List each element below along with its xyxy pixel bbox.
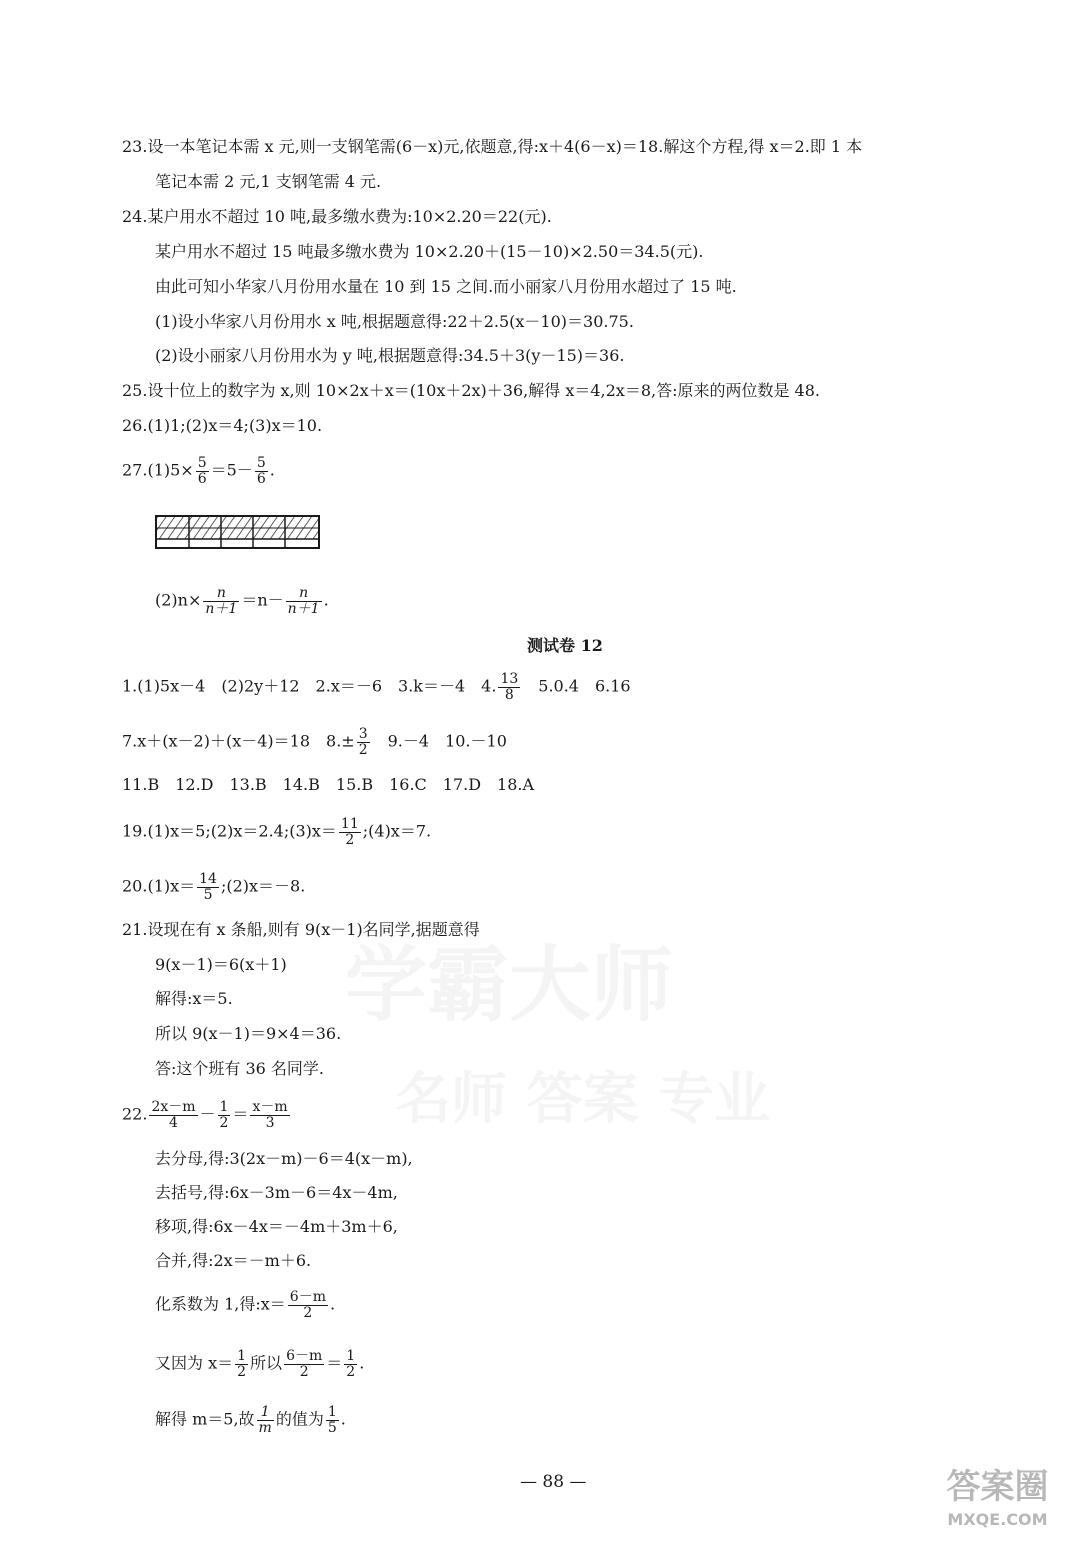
q22-step7: [155, 1405, 346, 1435]
q21-line5: 答:这个班有 36 名同学.: [155, 1059, 325, 1078]
t12-row4-a: 19.(1)x＝5;(2)x＝2.4;(3)x＝: [122, 821, 337, 841]
q22-s7-fraction-2: $\frac{1}{5}$: [327, 1404, 337, 1436]
t12-row2: [122, 727, 507, 757]
t12-row5: [122, 872, 305, 902]
q27-part1: [122, 456, 275, 486]
q24-line4: (1)设小华家八月份用水 x 吨,根据题意得:22＋2.5(x－10)＝30.75.: [155, 312, 634, 331]
q24-line1: 24.某户用水不超过 10 吨,最多缴水费为:10×2.20＝22(元).: [122, 207, 552, 226]
q22-s6-pre: 又因为 x＝: [155, 1353, 234, 1373]
t12-row5-a: 20.(1)x＝: [122, 876, 196, 896]
q22-fraction-1: $\frac{2x-m}{4}$: [151, 1099, 196, 1131]
t12-row1: [122, 672, 631, 702]
t12-row3: 11.B 12.D 13.B 14.B 15.B 16.C 17.D 18.A: [122, 775, 535, 794]
q27-fraction-2: $\frac{5}{6}$: [256, 455, 266, 487]
q22-minus: －: [199, 1104, 216, 1124]
t12-row2-b: 9.－4 10.－10: [371, 731, 507, 751]
q22-eq: ＝: [232, 1104, 249, 1124]
t12-row5-fraction: $\frac{14}{5}$: [199, 871, 217, 903]
q27-p2-pre: (2)n×: [155, 590, 202, 610]
q22-step5: [155, 1290, 335, 1320]
section-title: 测试卷 12: [527, 636, 603, 655]
q22-step4: 合并,得:2x＝－m＋6.: [155, 1251, 312, 1270]
q27-post: .: [269, 460, 275, 480]
t12-row2-fraction: $\frac{3}{2}$: [358, 726, 368, 758]
q22-s7-fraction-1: $\frac{1}{m}$: [258, 1404, 272, 1436]
q22-step1: 去分母,得:3(2x－m)－6＝4(x－m),: [155, 1149, 413, 1168]
q26-line: 26.(1)1;(2)x＝4;(3)x＝10.: [122, 416, 323, 435]
q22-fraction-2: $\frac{1}{2}$: [219, 1099, 229, 1131]
t12-row5-b: ;(2)x＝－8.: [220, 876, 306, 896]
q22-s6-fraction-2: $\frac{6-m}{2}$: [286, 1348, 323, 1380]
t12-row2-a: 7.x＋(x－2)＋(x－4)＝18 8.±: [122, 731, 355, 751]
logo-url: MXQE.COM: [947, 1510, 1048, 1529]
q24-line2: 某户用水不超过 15 吨最多缴水费为 10×2.20＋(15－10)×2.50＝34.5(元).: [155, 242, 704, 261]
t12-row4: [122, 817, 431, 847]
q22-step6: [155, 1349, 364, 1379]
q24-line3: 由此可知小华家八月份用水量在 10 到 15 之间.而小丽家八月份用水超过了 15 吨.: [155, 277, 737, 296]
q21-line2: 9(x－1)＝6(x＋1): [155, 955, 287, 974]
q27-part2: [155, 586, 329, 616]
hatched-bar-figure: [155, 515, 320, 549]
logo-text: 答案圈: [946, 1467, 1049, 1507]
watermark-line2: [395, 1055, 770, 1135]
q27-fraction-3: $\frac{n}{n+1}$: [205, 585, 238, 617]
q27-mid: ＝5－: [210, 460, 253, 480]
q22-s7-mid: 的值为: [275, 1409, 324, 1429]
t12-row1-a: 1.(1)5x－4 (2)2y＋12 2.x＝－6 3.k＝－4 4.: [122, 676, 497, 696]
q22-s6-post: .: [359, 1353, 365, 1373]
t12-row1-fraction: $\frac{13}{8}$: [500, 671, 519, 703]
t12-row4-fraction: $\frac{11}{2}$: [340, 816, 359, 848]
q27-pre: 27.(1)5×: [122, 460, 194, 480]
q22-s5-fraction: $\frac{6-m}{2}$: [289, 1289, 326, 1321]
q22-equation: [122, 1100, 292, 1130]
q21-line4: 所以 9(x－1)＝9×4＝36.: [155, 1024, 342, 1043]
q22-s5-pre: 化系数为 1,得:x＝: [155, 1294, 286, 1314]
q21-line1: 21.设现在有 x 条船,则有 9(x－1)名同学,据题意得: [122, 920, 480, 939]
q22-s6-fraction-3: $\frac{1}{2}$: [346, 1348, 356, 1380]
q22-step2: 去括号,得:6x－3m－6＝4x－4m,: [155, 1183, 398, 1202]
page-number: — 88 —: [520, 1472, 587, 1492]
q22-s6-mid: 所以: [250, 1353, 283, 1373]
q22-fraction-3: $\frac{x-m}{3}$: [252, 1099, 288, 1131]
q25-line: 25.设十位上的数字为 x,则 10×2x＋x＝(10x＋2x)＋36,解得 x＝4,2x＝8,答:原来的两位数是 48.: [122, 381, 821, 400]
q22-s6-fraction-1: $\frac{1}{2}$: [237, 1348, 247, 1380]
q22-s7-pre: 解得 m＝5,故: [155, 1409, 255, 1429]
q22-s6-eq: ＝: [326, 1353, 343, 1373]
q22-step3: 移项,得:6x－4x＝－4m＋3m＋6,: [155, 1217, 398, 1236]
q23-line1: 23.设一本笔记本需 x 元,则一支钢笔需(6－x)元,依题意,得:x＋4(6－x)＝18.解这个方程,得 x＝2.即 1 本: [122, 137, 863, 156]
site-logo: [935, 1465, 1060, 1540]
q27-p2-mid: ＝n－: [241, 590, 284, 610]
q21-line3: 解得:x＝5.: [155, 989, 233, 1008]
q22-s7-post: .: [340, 1409, 346, 1429]
q27-fraction-1: $\frac{5}{6}$: [197, 455, 207, 487]
q22-pre: 22.: [122, 1104, 148, 1124]
q23-line2: 笔记本需 2 元,1 支钢笔需 4 元.: [155, 172, 382, 191]
t12-row4-b: ;(4)x＝7.: [362, 821, 432, 841]
q27-p2-post: .: [323, 590, 329, 610]
q27-fraction-4: $\frac{n}{n+1}$: [287, 585, 320, 617]
q24-line5: (2)设小丽家八月份用水为 y 吨,根据题意得:34.5＋3(y－15)＝36.: [155, 346, 625, 365]
q22-s5-post: .: [329, 1294, 336, 1314]
t12-row1-b: 5.0.4 6.16: [522, 676, 631, 696]
